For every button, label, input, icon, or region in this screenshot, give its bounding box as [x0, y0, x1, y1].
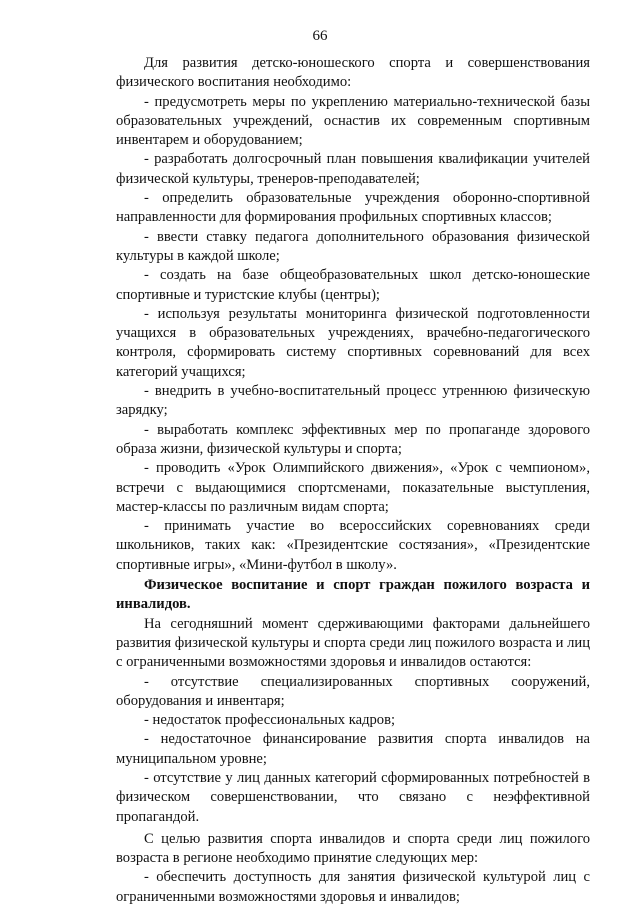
list-item: - недостаток профессиональных кадров; [144, 712, 396, 729]
page-body [116, 54, 590, 907]
measures-intro: С целью развития спорта инвалидов и спорта среди лиц пожилого возраста в регионе необходимо принятие следующих мер: [116, 830, 590, 867]
list-item: - отсутствие у лиц данных категорий сформированных потребностей в физическом совершенствовании, что связано с неэффективной пропагандой. [116, 769, 590, 825]
list-item: - внедрить в учебно-воспитательный процесс утреннюю физическую зарядку; [116, 383, 590, 419]
list-item: - выработать комплекс эффективных мер по пропаганде здорового образа жизни, физической культуры и спорта; [116, 421, 590, 457]
section1-intro: Для развития детско-юношеского спорта и совершенствования физического воспитания необходимо: [116, 55, 590, 91]
list-item: - ввести ставку педагога дополнительного образования физической культуры в каждой школе; [116, 228, 590, 264]
list-item: - используя результаты мониторинга физической подготовленности учащихся в образовательных учреждениях, врачебно-педагогического контроля, сформировать систему спортивных соревнований для всех категорий учащихся; [116, 305, 590, 380]
section2-intro: На сегодняшний момент сдерживающими факторами дальнейшего развития физической культуры и спорта среди лиц пожилого возраста и лиц с ограниченными возможностями здоровья и инвалидов остаются: [116, 615, 590, 671]
list-item: - создать на базе общеобразовательных школ детско-юношеские спортивные и туристские клубы (центры); [116, 267, 590, 303]
list-item: - отсутствие специализированных спортивных сооружений, оборудования и инвентаря; [116, 673, 590, 709]
list-item: - разработать долгосрочный план повышения квалификации учителей физической культуры, тренеров-преподавателей; [116, 151, 590, 187]
list-item: - проводить «Урок Олимпийского движения», «Урок с чемпионом», встречи с выдающимися спортсменами, показательные выступления, мастер-классы по различным видам спорта; [116, 460, 590, 515]
list-item: - недостаточное финансирование развития спорта инвалидов на муниципальном уровне; [116, 731, 590, 767]
list-item: - определить образовательные учреждения оборонно-спортивной направленности для формирования профильных спортивных классов; [116, 190, 590, 226]
section-heading: Физическое воспитание и спорт граждан пожилого возраста и инвалидов. [116, 577, 590, 613]
list-item: - обеспечить доступность для занятия физической культурой лиц с ограниченными возможностями здоровья и инвалидов; [116, 869, 590, 905]
page-number: 66 [312, 28, 328, 44]
list-item: - предусмотреть меры по укреплению материально-технической базы образовательных учреждений, оснастив их современным спортивным инвентарем и оборудованием; [116, 93, 590, 149]
list-item: - принимать участие во всероссийских соревнованиях среди школьников, таких как: «Президентские состязания», «Президентские спортивные игры», «Мини-футбол в школу». [116, 518, 590, 573]
